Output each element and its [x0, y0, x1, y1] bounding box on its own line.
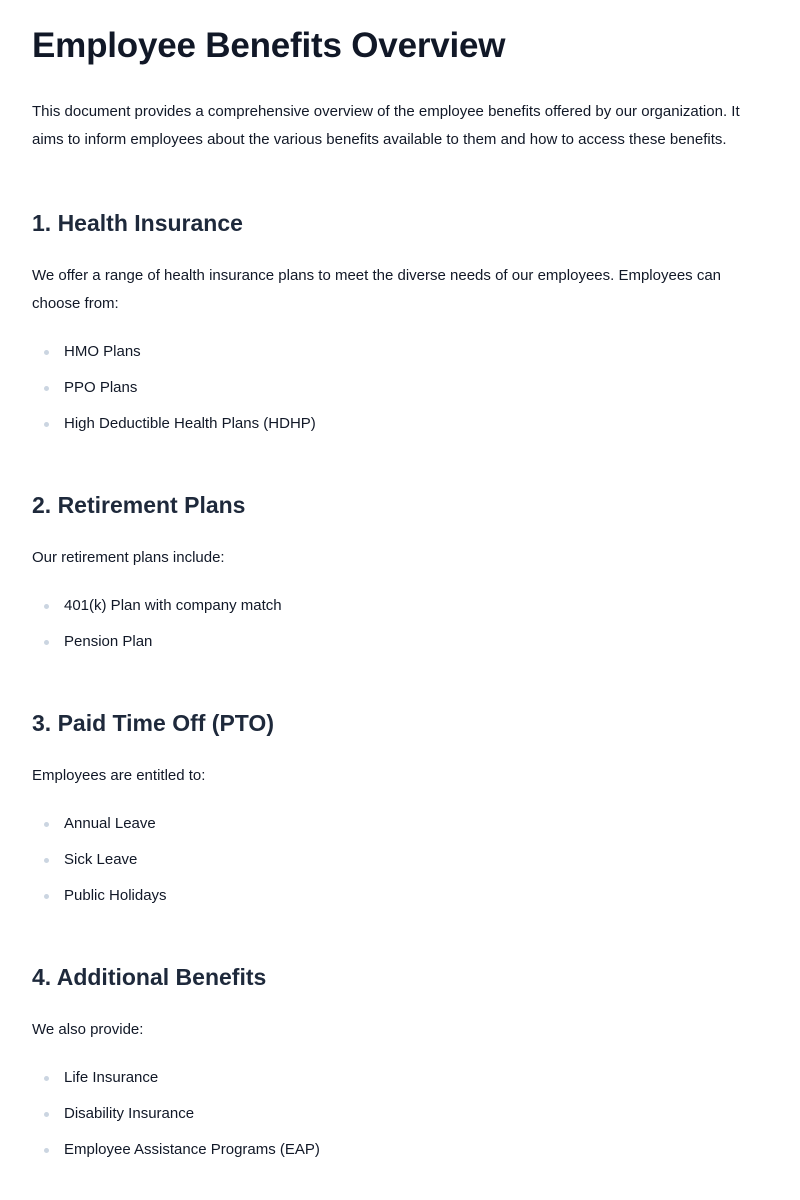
bullet-list [32, 340, 768, 436]
list-item-label: HMO Plans [64, 343, 141, 360]
list-item [32, 1102, 768, 1126]
list-item-label: Disability Insurance [64, 1105, 195, 1122]
bullet-icon [44, 894, 49, 899]
sections-container [32, 206, 768, 1162]
list-item-label: Public Holidays [64, 887, 167, 904]
list-item [32, 884, 768, 908]
bullet-icon [44, 386, 49, 391]
section-paid-time-off [32, 706, 768, 908]
section-text: Our retirement plans include: [32, 549, 225, 566]
bullet-icon [44, 350, 49, 355]
list-item [32, 412, 768, 436]
bullet-icon [44, 1112, 49, 1117]
list-item [32, 376, 768, 400]
section-heading: 2. Retirement Plans [32, 492, 246, 518]
list-item-label: Sick Leave [64, 851, 138, 868]
section-text: We offer a range of health insurance plans to meet the diverse needs of our employees. Employees can choose from: [32, 267, 722, 312]
list-item [32, 340, 768, 364]
list-item [32, 1066, 768, 1090]
list-item-label: PPO Plans [64, 379, 138, 396]
list-item-label: Annual Leave [64, 815, 156, 832]
bullet-list [32, 812, 768, 908]
intro-paragraph: This document provides a comprehensive overview of the employee benefits offered by our organization. It aims to inform employees about the various benefits available to them and how to access these benefits. [32, 103, 740, 148]
list-item [32, 630, 768, 654]
list-item [32, 594, 768, 618]
bullet-list [32, 1066, 768, 1162]
section-additional-benefits [32, 960, 768, 1162]
section-retirement-plans [32, 488, 768, 654]
list-item-label: High Deductible Health Plans (HDHP) [64, 415, 316, 432]
bullet-icon [44, 1148, 49, 1153]
list-item [32, 812, 768, 836]
section-text: Employees are entitled to: [32, 767, 206, 784]
bullet-list [32, 594, 768, 654]
section-heading: 3. Paid Time Off (PTO) [32, 710, 274, 736]
list-item-label: Pension Plan [64, 633, 153, 650]
bullet-icon [44, 604, 49, 609]
section-text: We also provide: [32, 1021, 144, 1038]
section-health-insurance [32, 206, 768, 436]
bullet-icon [44, 640, 49, 645]
bullet-icon [44, 1076, 49, 1081]
list-item [32, 848, 768, 872]
section-heading: 1. Health Insurance [32, 210, 243, 236]
list-item [32, 1138, 768, 1162]
list-item-label: Employee Assistance Programs (EAP) [64, 1141, 320, 1158]
bullet-icon [44, 822, 49, 827]
bullet-icon [44, 858, 49, 863]
page-title: Employee Benefits Overview [32, 26, 506, 65]
list-item-label: 401(k) Plan with company match [64, 597, 282, 614]
bullet-icon [44, 422, 49, 427]
list-item-label: Life Insurance [64, 1069, 159, 1086]
section-heading: 4. Additional Benefits [32, 964, 267, 990]
